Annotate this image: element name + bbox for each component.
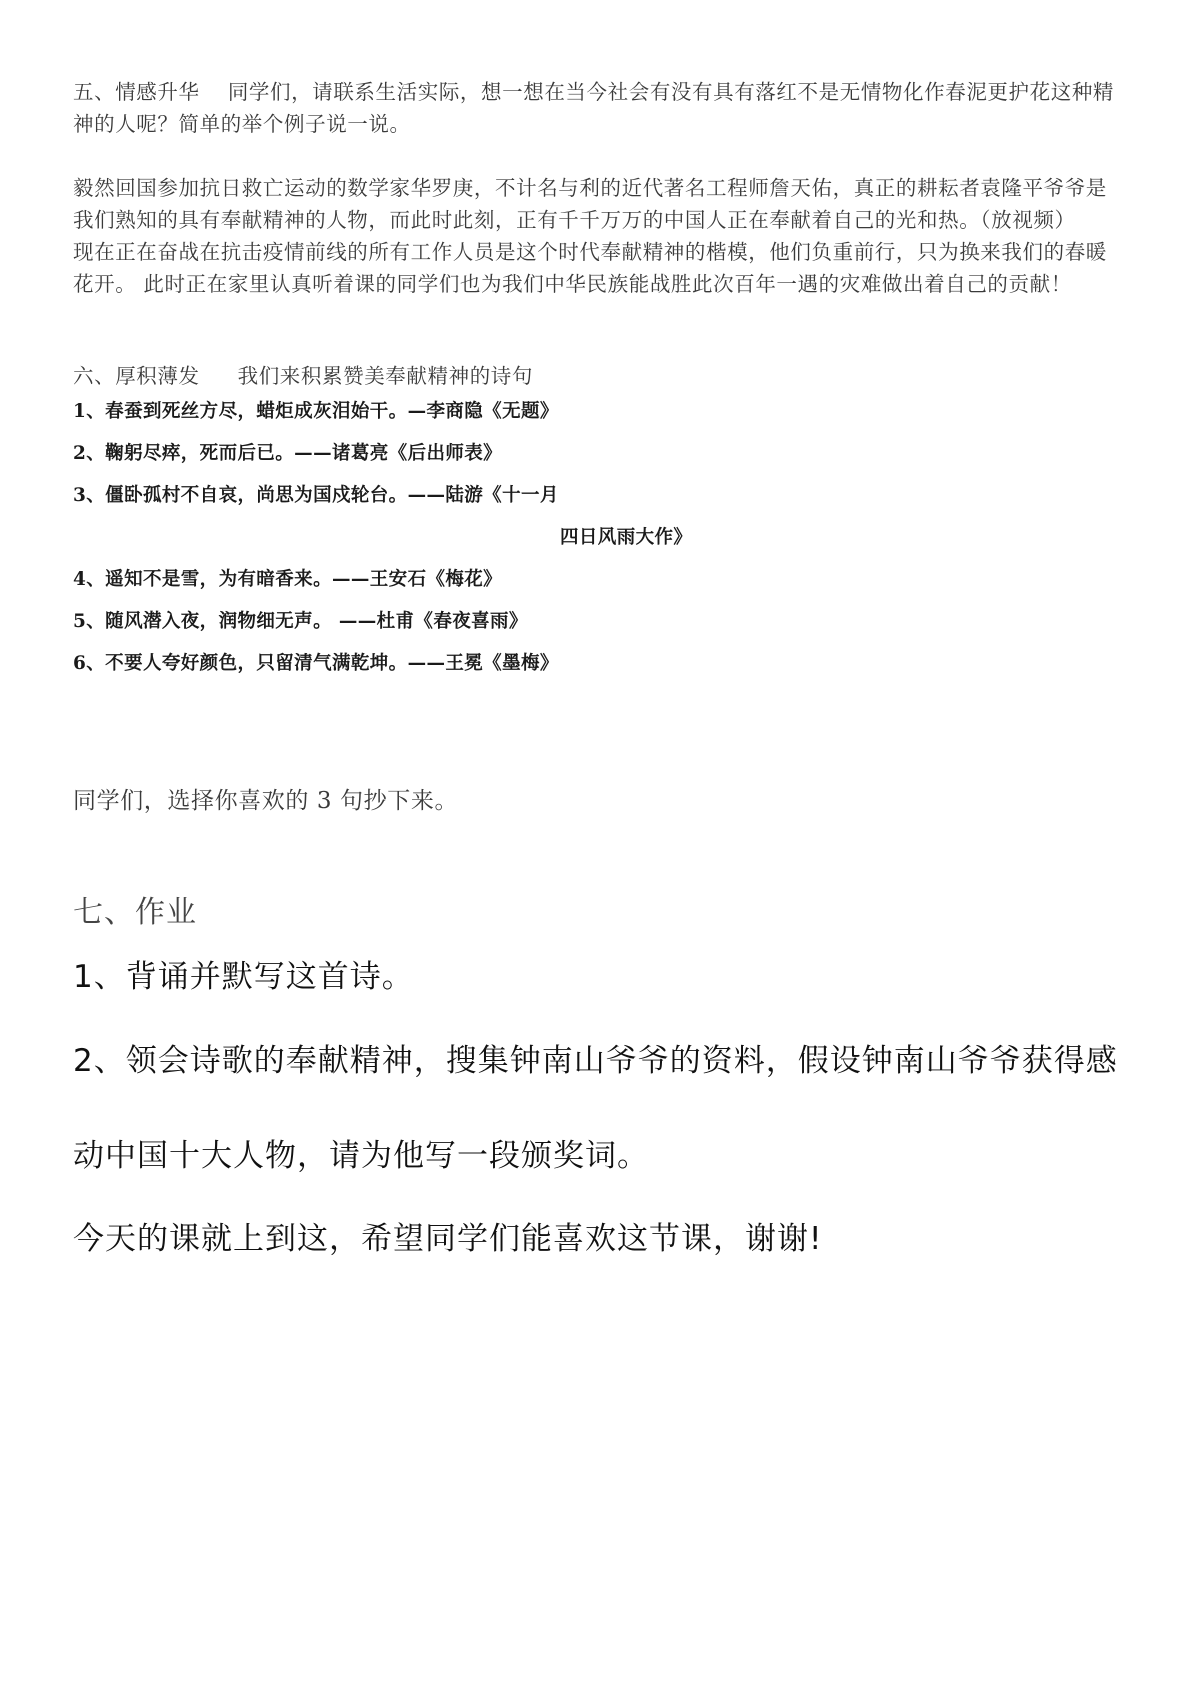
poem-line-4: 4、遥知不是雪，为有暗香来。——王安石《梅花》 <box>73 569 503 590</box>
poem-line-1: 1、春蚕到死丝方尽，蜡炬成灰泪始干。—李商隐《无题》 <box>73 401 559 422</box>
section6-heading-label: 六、厚积薄发 <box>73 364 200 388</box>
poem-line-6: 6、不要人夸好颜色，只留清气满乾坤。——王冕《墨梅》 <box>73 653 559 674</box>
poem-line-3-continuation: 四日风雨大作》 <box>560 527 693 548</box>
closing-remark: 今天的课就上到这，希望同学们能喜欢这节课，谢谢! <box>73 1221 823 1257</box>
section6-heading <box>73 360 533 392</box>
section5-paragraph-3: 现在正在奋战在抗击疫情前线的所有工作人员是这个时代奉献精神的楷模，他们负重前行，只为换来我们的春暖花开。 此时正在家里认真听着课的同学们也为我们中华民族能战胜此次百年一遇的灾难做出着自己的贡献！ <box>73 240 1107 296</box>
copy-instruction: 同学们，选择你喜欢的 3 句抄下来。 <box>73 788 459 814</box>
homework-item-1: 1、背诵并默写这首诗。 <box>73 959 414 995</box>
homework-title: 七、作业 <box>73 895 197 930</box>
section5-paragraph-2: 毅然回国参加抗日救亡运动的数学家华罗庚，不计名与利的近代著名工程师詹天佑，真正的耕耘者袁隆平爷爷是我们熟知的具有奉献精神的人物，而此时此刻，正有千千万万的中国人正在奉献着自己的光和热。（放视频） <box>73 176 1107 232</box>
section6-heading-text: 我们来积累赞美奉献精神的诗句 <box>237 364 534 388</box>
poem-line-2: 2、鞠躬尽瘁，死而后已。——诸葛亮《后出师表》 <box>73 443 503 464</box>
section5-paragraph-1: 五、情感升华 同学们，请联系生活实际，想一想在当今社会有没有具有落红不是无情物化作春泥更护花这种精神的人呢？简单的举个例子说一说。 <box>73 80 1115 136</box>
homework-item-2-line-2: 动中国十大人物，请为他写一段颁奖词。 <box>73 1138 649 1174</box>
homework-item-2-line-1: 2、领会诗歌的奉献精神，搜集钟南山爷爷的资料，假设钟南山爷爷获得感 <box>73 1043 1118 1079</box>
poem-line-3: 3、僵卧孤村不自哀，尚思为国戍轮台。——陆游《十一月 <box>73 485 559 506</box>
poem-line-5: 5、随风潜入夜，润物细无声。 ——杜甫《春夜喜雨》 <box>73 611 528 632</box>
